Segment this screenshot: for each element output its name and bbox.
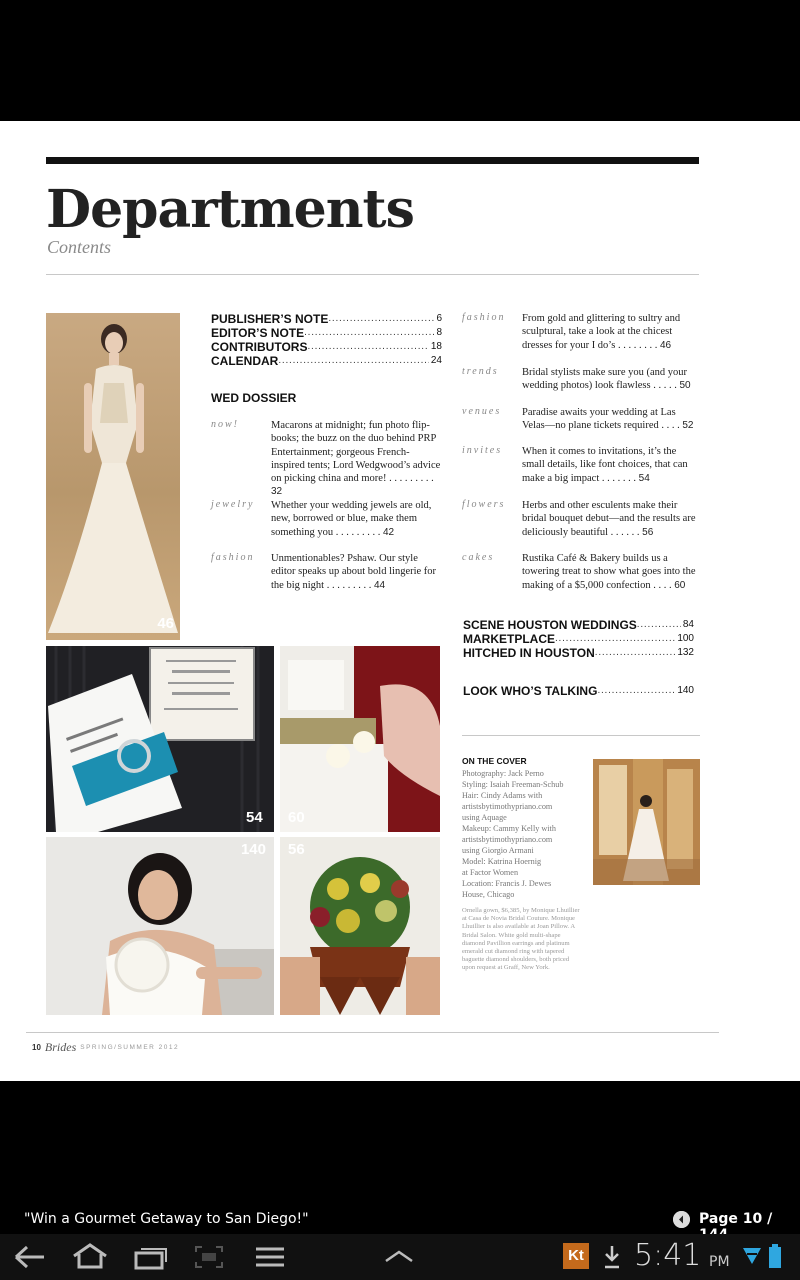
department-text: Rustika Café & Bakery builds us a towering treat to show what goes into the making of a $5,000 confection . . . . 60 bbox=[522, 553, 696, 591]
dossier-category: now! bbox=[211, 419, 239, 430]
photo-cover-thumbnail bbox=[593, 759, 700, 885]
cover-credits: Photography: Jack Perno Styling: Isaiah Freeman-Schub Hair: Cindy Adams with artistsbytimothypriano.com using Aquage Makeup: Cammy Kelly with artistsbytimothypriano.com using Giorgio Armani Model: Katrina Hoernig at Factor Women Location: Francis J. Dewes House, Chicago bbox=[462, 769, 564, 899]
toc-row[interactable]: CALENDAR . . . 24 bbox=[211, 354, 442, 368]
dossier-text: Unmentionables? Pshaw. Our style editor speaks up about bold lingerie for the big night . . . . . . . . . 44 bbox=[271, 553, 437, 591]
department-text: From gold and glittering to sultry and sculptural, take a look at the chicest dresses for your I do’s . . . . . . . . 46 bbox=[522, 313, 681, 351]
status-ampm: PM bbox=[709, 1254, 730, 1270]
page-title: Departments bbox=[46, 179, 414, 240]
department-item[interactable] bbox=[462, 445, 700, 489]
department-text: When it comes to invitations, it’s the small details, like font choices, that can make a big impact . . . . . . . 54 bbox=[522, 446, 688, 484]
cover-fineprint: Ornella gown, $6,385, by Monique Lhuillier at Casa de Novia Bridal Couture. Monique Lhuillier is also available at Joan Pillow. A Bridal Salon. White gold multi-shape diamond Pavillion earrings and platinum emerald cut diamond ring with tapered baguette diamond shoulders, both priced upon request at Graff, New York. bbox=[462, 907, 580, 972]
photo-page-number: 60 bbox=[288, 809, 305, 826]
toc-bottom bbox=[463, 618, 694, 660]
home-icon bbox=[70, 1242, 110, 1270]
toc-row[interactable]: HITCHED IN HOUSTON . . . 132 bbox=[463, 646, 694, 660]
department-text: Bridal stylists make sure you (and your wedding photos) look flawless . . . . . 50 bbox=[522, 367, 691, 392]
dossier-text: Macarons at midnight; fun photo flip-books; the buzz on the duo behind PRP Entertainment; gorgeous French-inspired tents; Lord Wedgwood’s advice on picking china and more! . . . . . . . . . 32 bbox=[271, 420, 441, 498]
department-text: Paradise awaits your wedding at Las Velas—no plane tickets required . . . . 52 bbox=[522, 407, 694, 432]
header-divider bbox=[46, 274, 699, 275]
recent-apps-button[interactable] bbox=[133, 1244, 169, 1275]
battery-indicator bbox=[768, 1243, 782, 1274]
toc-row[interactable]: MARKETPLACE . . . 100 bbox=[463, 632, 694, 646]
article-caption[interactable]: "Win a Gourmet Getaway to San Diego!" bbox=[24, 1211, 309, 1227]
magazine-page[interactable] bbox=[0, 121, 800, 1081]
footer-divider bbox=[26, 1032, 719, 1033]
photo-bride-gown bbox=[46, 313, 180, 640]
chevron-up-icon bbox=[383, 1248, 415, 1264]
page-subtitle: Contents bbox=[47, 237, 112, 257]
menu-button[interactable] bbox=[253, 1246, 287, 1273]
back-button[interactable] bbox=[14, 1244, 46, 1275]
department-category: fashion bbox=[462, 312, 506, 323]
photo-woman-portrait bbox=[46, 837, 274, 1015]
dossier-item[interactable] bbox=[211, 552, 443, 596]
photo-cake bbox=[280, 646, 440, 832]
invitation-illustration bbox=[46, 646, 274, 832]
dossier-item[interactable] bbox=[211, 419, 443, 498]
department-category: venues bbox=[462, 406, 502, 417]
dossier-category: fashion bbox=[211, 552, 255, 563]
cake-illustration bbox=[280, 646, 440, 832]
bride-illustration bbox=[46, 313, 180, 640]
department-item[interactable] bbox=[462, 366, 700, 396]
page-back-button[interactable] bbox=[673, 1211, 690, 1228]
toc-row[interactable]: CONTRIBUTORS . . . 18 bbox=[211, 340, 442, 354]
folio-issue: SPRING/SUMMER 2012 bbox=[80, 1044, 180, 1051]
department-text: Herbs and other esculents make their bridal bouquet debut—and the results are deliciously beautiful . . . . . . 56 bbox=[522, 500, 696, 538]
download-icon bbox=[602, 1244, 622, 1270]
photo-invitations bbox=[46, 646, 274, 832]
toc-row[interactable]: EDITOR’S NOTE . . . 8 bbox=[211, 326, 442, 340]
bouquet-illustration bbox=[280, 837, 440, 1015]
wifi-icon bbox=[741, 1244, 763, 1268]
photo-bouquet bbox=[280, 837, 440, 1015]
photo-page-number: 46 bbox=[157, 615, 174, 632]
cover-divider bbox=[462, 735, 700, 736]
department-category: cakes bbox=[462, 552, 495, 563]
department-category: trends bbox=[462, 366, 499, 377]
department-item[interactable] bbox=[462, 312, 700, 356]
department-category: flowers bbox=[462, 499, 506, 510]
dossier-text: Whether your wedding jewels are old, new, borrowed or blue, make them something you . . . . . . . . . 42 bbox=[271, 500, 432, 538]
wifi-indicator bbox=[741, 1244, 763, 1273]
toc-row[interactable]: SCENE HOUSTON WEDDINGS . . . 84 bbox=[463, 618, 694, 632]
wed-dossier-heading: WED DOSSIER bbox=[211, 391, 297, 405]
header-rule bbox=[46, 157, 699, 164]
screenshot-icon bbox=[193, 1244, 225, 1270]
folio-magazine: Brides bbox=[44, 1040, 77, 1054]
toc-row[interactable]: LOOK WHO’S TALKING . . . 140 bbox=[463, 684, 694, 698]
kindle-app-icon[interactable]: Kt bbox=[563, 1243, 589, 1269]
chevron-left-icon bbox=[673, 1211, 690, 1228]
menu-icon bbox=[253, 1246, 287, 1268]
battery-icon bbox=[768, 1243, 782, 1269]
department-category: invites bbox=[462, 445, 503, 456]
download-notification[interactable] bbox=[602, 1244, 622, 1275]
cover-heading: ON THE COVER bbox=[462, 756, 527, 766]
dossier-category: jewelry bbox=[211, 499, 255, 510]
toc-row[interactable]: PUBLISHER’S NOTE . . . 6 bbox=[211, 312, 442, 326]
back-arrow-icon bbox=[14, 1244, 46, 1270]
portrait-illustration bbox=[46, 837, 274, 1015]
page-indicator[interactable]: Page 10 / bbox=[699, 1211, 773, 1227]
page-folio bbox=[32, 1040, 179, 1055]
folio-page-number: 10 bbox=[32, 1043, 41, 1052]
department-item[interactable] bbox=[462, 552, 700, 596]
recent-apps-icon bbox=[133, 1244, 169, 1270]
toc-last bbox=[463, 684, 694, 698]
dossier-item[interactable] bbox=[211, 499, 443, 543]
photo-page-number: 56 bbox=[288, 841, 305, 858]
photo-page-number: 140 bbox=[240, 841, 266, 858]
cover-thumb-illustration bbox=[593, 759, 700, 885]
photo-page-number: 54 bbox=[246, 809, 263, 826]
department-item[interactable] bbox=[462, 406, 700, 436]
department-item[interactable] bbox=[462, 499, 700, 543]
home-button[interactable] bbox=[70, 1242, 110, 1275]
toc-top bbox=[211, 312, 442, 368]
status-clock[interactable]: 5:41 bbox=[634, 1238, 702, 1273]
screenshot-button[interactable] bbox=[193, 1244, 225, 1275]
expand-up-button[interactable] bbox=[383, 1248, 415, 1269]
